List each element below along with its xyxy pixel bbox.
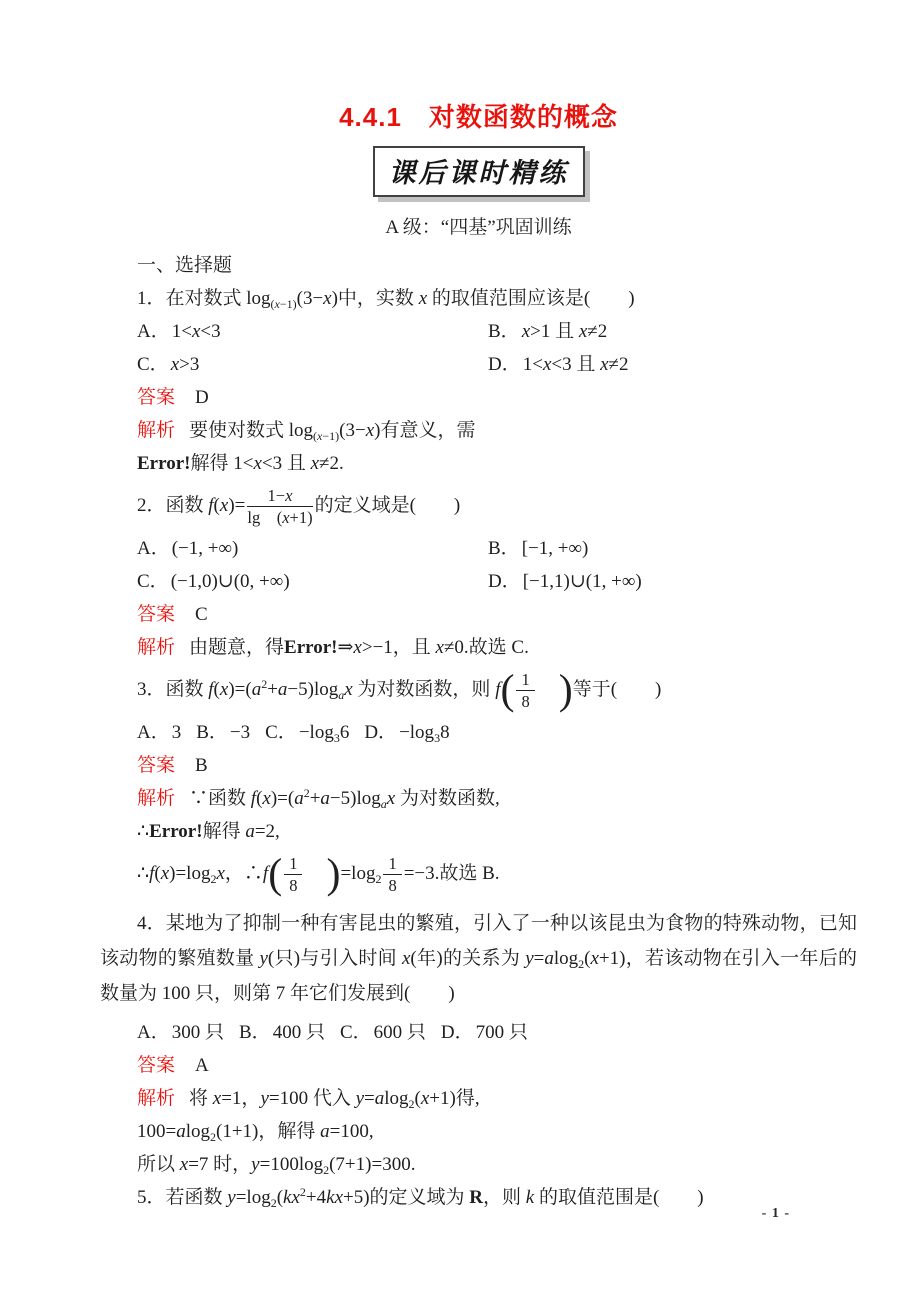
fraction-numerator: 1 xyxy=(284,854,302,875)
option-label: A． xyxy=(137,321,170,342)
question-stem: 2．函数 f(x)= $\frac{1-x}{\lg (x+1)}$ 的定义域是( ) xyxy=(137,486,461,527)
math-variable: x xyxy=(160,862,170,884)
bold-text: R xyxy=(469,1187,484,1208)
question-stem: 5．若函数 $y=\log_2(kx^2+4kx+5)$的定义域为 R，则 k 的取值范围是( ) xyxy=(137,1185,704,1210)
answer-line xyxy=(100,604,857,626)
math-variable: y xyxy=(355,1088,365,1109)
math-variable: a xyxy=(294,788,304,809)
math-variable: x xyxy=(170,354,180,375)
section-subtitle: A 级：“四基”巩固训练 xyxy=(385,217,572,238)
question-block xyxy=(100,667,857,898)
math-variable: y xyxy=(227,1187,236,1208)
math-variable: k xyxy=(283,1187,292,1208)
math-variable: x xyxy=(600,354,609,375)
math-variable: a xyxy=(338,687,345,702)
math-variable: x xyxy=(285,486,293,505)
option-label: B． xyxy=(239,1022,271,1043)
analysis-line: 解析 要使对数式 $\log_{(x-1)}(3-x)$有意义，需 xyxy=(137,420,476,443)
math-variable: x xyxy=(344,678,353,700)
math-variable: x xyxy=(212,1088,222,1109)
option-label: C． xyxy=(339,1022,372,1043)
answer-label: 答案 xyxy=(137,755,176,776)
question-block xyxy=(100,1187,857,1209)
analysis-line: Error!解得 1<x<3 且 x≠2. xyxy=(137,453,344,474)
subscript: 2 xyxy=(578,957,585,971)
option: B． −3 xyxy=(196,722,251,743)
option: B． 400 只 xyxy=(239,1022,325,1043)
subscript: 2 xyxy=(408,1097,415,1111)
fraction-numerator: 1 xyxy=(516,670,534,691)
math-variable: x xyxy=(578,321,588,342)
options-row xyxy=(100,354,857,376)
big-right-paren: ) xyxy=(326,851,341,898)
question-block xyxy=(100,486,857,659)
answer-value: C xyxy=(195,604,208,625)
question-stem: 3．函数 $f(x)=(a^2+a-5)\log_ax$ 为对数函数，则 f( $\frac{1}{8}$ )等于( ) xyxy=(137,667,662,714)
bold-text: Error! xyxy=(284,637,338,658)
analysis-line: 100=alog$_2$(1+1)，解得 a=100, xyxy=(137,1121,374,1144)
banner-wrap xyxy=(100,146,857,197)
question-block xyxy=(100,906,857,1176)
math-variable: a xyxy=(176,1121,186,1142)
analysis-line: ∴Error!解得 a=2, xyxy=(137,821,280,842)
option: B． [−1, +∞) xyxy=(488,538,589,559)
options-row xyxy=(100,1022,857,1044)
math-variable: f xyxy=(208,494,214,516)
answer-value: A xyxy=(195,1055,209,1076)
banner-title: 课后课时精练 xyxy=(388,158,569,188)
option: D． $-\log_38$ xyxy=(364,722,450,745)
option-label: D． xyxy=(440,1022,474,1043)
superscript: 2 xyxy=(299,1185,306,1199)
analysis-line: 解析 将 x=1，y=100 代入 y=alog$_2$(x+1)得, xyxy=(137,1088,480,1111)
option: A． 3 xyxy=(137,722,182,743)
options-row xyxy=(100,571,857,593)
fraction xyxy=(284,854,302,895)
bold-text: Error! xyxy=(137,453,191,474)
answer-value: B xyxy=(195,755,208,776)
math-variable: x xyxy=(365,420,375,441)
math-variable: x xyxy=(317,429,323,443)
fraction-denominator: 8 xyxy=(388,876,397,895)
math-variable: y xyxy=(260,1088,269,1109)
fraction-numerator: 1 xyxy=(383,854,401,875)
math-variable: a xyxy=(251,678,262,700)
option: A． 300 只 xyxy=(137,1022,224,1043)
math-variable: x xyxy=(253,453,262,474)
math-variable: f xyxy=(250,788,257,809)
analysis-label: 解析 xyxy=(137,637,176,658)
subscript: (x−1) xyxy=(270,297,297,311)
answer-line xyxy=(100,387,857,409)
fraction-denominator: lg (x+1) xyxy=(247,508,313,527)
option: D． 700 只 xyxy=(440,1022,528,1043)
option-label: A． xyxy=(137,1022,170,1043)
math-variable: x xyxy=(262,788,271,809)
math-variable: x xyxy=(219,494,229,516)
math-variable: x xyxy=(353,637,362,658)
option-label: D． xyxy=(364,722,398,743)
options-row xyxy=(100,321,857,343)
option-label: C． xyxy=(137,571,169,592)
math-variable: f xyxy=(149,862,155,884)
questions-container xyxy=(100,288,857,1209)
big-left-paren: ( xyxy=(500,667,515,714)
fraction-denominator: 8 xyxy=(289,876,298,895)
math-variable: x xyxy=(291,1187,300,1208)
analysis-line: $\therefore f(x)=\log_2x$，∴f( $\frac{1}{8}$ )$=\log_2$ $\frac{1}{8}$ =−3.故选 B. xyxy=(137,851,500,898)
fraction xyxy=(516,670,534,711)
subscript: 3 xyxy=(434,731,441,745)
option-label: A． xyxy=(137,538,170,559)
options-row xyxy=(100,722,857,744)
answer-line xyxy=(100,1055,857,1077)
banner-box xyxy=(373,146,585,197)
answer-line xyxy=(100,755,857,777)
option: D． 1<x<3 且 x≠2 xyxy=(488,354,629,375)
math-variable: x xyxy=(590,948,599,969)
math-variable: a xyxy=(374,1088,385,1109)
option: A． 1<x<3 xyxy=(137,321,221,342)
answer-value: D xyxy=(195,387,209,408)
fraction-denominator: 8 xyxy=(521,692,530,711)
math-variable: x xyxy=(386,788,396,809)
option: D． [−1,1)∪(1, +∞) xyxy=(488,571,642,592)
math-variable: f xyxy=(262,862,269,884)
math-variable: f xyxy=(208,678,214,700)
math-variable: x xyxy=(216,862,225,884)
bold-text: Error! xyxy=(149,821,203,842)
answer-label: 答案 xyxy=(137,1055,176,1076)
analysis-label: 解析 xyxy=(137,1088,176,1109)
question-stem: 4．某地为了抑制一种有害昆虫的繁殖，引入了一种以该昆虫为食物的特殊动物，已知该动物的繁殖数量 y(只)与引入时间 x(年)的关系为 y=alog$_2$(x+1)，若该动物在引入一年后的数量为 100 只，则第 7 年它们发展到( ) xyxy=(100,913,858,1004)
option-label: C． xyxy=(265,722,297,743)
question-stem: 1．在对数式 $\log_{(x-1)}(3-x)$中，实数 x 的取值范围应该是( ) xyxy=(137,288,635,311)
math-variable: x xyxy=(282,508,290,527)
math-variable: y xyxy=(525,948,534,969)
option-label: B． xyxy=(196,722,228,743)
analysis-line: 解析 由题意，得Error!⇒x>−1，且 x≠0.故选 C. xyxy=(137,637,529,658)
math-variable: x xyxy=(435,637,444,658)
analysis-label: 解析 xyxy=(137,420,176,441)
option-label: D． xyxy=(488,571,521,592)
page-content xyxy=(100,0,857,1220)
big-left-paren: ( xyxy=(268,851,283,898)
option: B． x>1 且 x≠2 xyxy=(488,321,608,342)
math-variable: x xyxy=(274,297,280,311)
math-variable: k xyxy=(525,1187,535,1208)
math-variable: x xyxy=(179,1154,189,1175)
option: A． (−1, +∞) xyxy=(137,538,239,559)
math-variable: y xyxy=(251,1154,260,1175)
math-variable: x xyxy=(310,453,320,474)
math-variable: x xyxy=(219,678,229,700)
options-row xyxy=(100,538,857,560)
math-variable: x xyxy=(323,288,332,309)
answer-label: 答案 xyxy=(137,387,176,408)
math-variable: a xyxy=(544,948,554,969)
subscript: 2 xyxy=(323,1163,330,1177)
option-label: B． xyxy=(488,538,520,559)
page-number: - 1 - xyxy=(761,1206,790,1221)
subscript: 2 xyxy=(270,1196,277,1210)
fraction xyxy=(383,854,401,895)
question-block xyxy=(100,288,857,475)
math-variable: y xyxy=(259,948,268,969)
math-variable: k xyxy=(326,1187,335,1208)
page-title: 4.4.1 对数函数的概念 xyxy=(339,102,618,132)
math-variable: x xyxy=(542,354,552,375)
math-variable: x xyxy=(401,948,411,969)
math-variable: x xyxy=(420,1088,430,1109)
math-variable: f xyxy=(495,678,501,700)
subscript: 2 xyxy=(210,1130,216,1144)
subscript: (x−1) xyxy=(313,429,340,443)
option: C． 600 只 xyxy=(339,1022,426,1043)
math-variable: x xyxy=(521,321,531,342)
section-heading: 一、选择题 xyxy=(137,255,233,276)
option-label: C． xyxy=(137,354,169,375)
option-label: B． xyxy=(488,321,520,342)
math-variable: a xyxy=(277,678,288,700)
analysis-line: 解析 ∵函数 $f(x)=(a^2+a-5)\log_ax$ 为对数函数, xyxy=(137,786,500,811)
big-right-paren: ) xyxy=(558,667,573,714)
option-label: A． xyxy=(137,722,170,743)
math-variable: a xyxy=(245,821,255,842)
math-variable: a xyxy=(380,797,387,811)
superscript: 2 xyxy=(303,786,310,800)
math-variable: a xyxy=(320,788,330,809)
option: C． (−1,0)∪(0, +∞) xyxy=(137,571,290,592)
math-variable: x xyxy=(418,288,428,309)
analysis-line: 所以 x=7 时，$y=100\log_2(7+1)=300$. xyxy=(137,1154,416,1177)
subscript: 2 xyxy=(375,871,382,886)
fraction-numerator: 1−x xyxy=(247,486,312,507)
subscript: 2 xyxy=(210,871,217,886)
subscript: 3 xyxy=(333,731,340,745)
answer-label: 答案 xyxy=(137,604,176,625)
math-variable: a xyxy=(320,1121,330,1142)
math-variable: x xyxy=(191,321,201,342)
analysis-label: 解析 xyxy=(137,788,176,809)
option: C． $-\log_36$ xyxy=(265,722,350,745)
math-variable: x xyxy=(334,1187,343,1208)
superscript: 2 xyxy=(261,676,268,691)
fraction xyxy=(247,486,312,527)
option: C． x>3 xyxy=(137,354,200,375)
option-label: D． xyxy=(488,354,521,375)
